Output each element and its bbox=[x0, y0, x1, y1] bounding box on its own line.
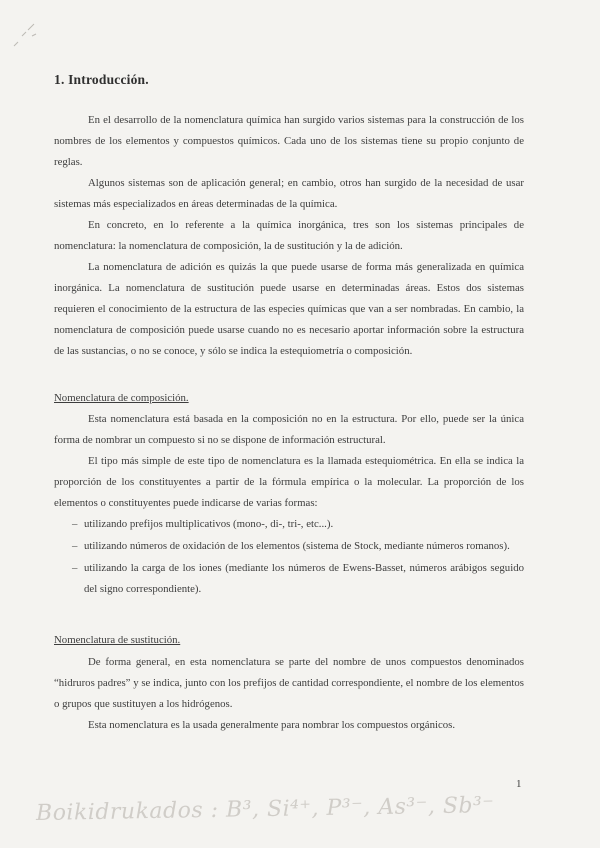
bullet-text: utilizando la carga de los iones (mediante los números de Ewens-Basset, números arábigos seguido del signo correspondiente). bbox=[84, 562, 524, 595]
bullet-text: utilizando números de oxidación de los elementos (sistema de Stock, mediante números romanos). bbox=[84, 540, 510, 552]
intro-paragraph-3: En concreto, en lo referente a la química inorgánica, tres son los sistemas principales de nomenclatura: la nomenclatura de composición, la de sustitución y la de adición. bbox=[54, 219, 524, 252]
intro-paragraph-1: En el desarrollo de la nomenclatura química han surgido varios sistemas para la construcción de los nombres de los elementos y compuestos químicos. Cada uno de los sistemas tiene su propio conjunto de reglas. bbox=[54, 114, 524, 168]
dash-icon: – bbox=[72, 540, 78, 552]
list-item bbox=[54, 514, 524, 535]
composition-bullet-list bbox=[54, 514, 524, 601]
substitution-paragraph-1: De forma general, en esta nomenclatura se parte del nombre de unos compuestos denominados “hidruros padres” y se indica, junto con los prefijos de cantidad correspondiente, el nombre de los elementos o grupos que sustituyen a los hidrógenos. bbox=[54, 656, 524, 710]
substitution-heading: Nomenclatura de sustitución. bbox=[54, 634, 181, 646]
substitution-paragraph-2: Esta nomenclatura es la usada generalmente para nombrar los compuestos orgánicos. bbox=[88, 719, 456, 731]
list-item bbox=[54, 558, 524, 600]
composition-heading: Nomenclatura de composición. bbox=[54, 392, 189, 404]
dash-icon: – bbox=[72, 518, 78, 530]
composition-paragraph-1: Esta nomenclatura está basada en la composición no en la estructura. Por ello, puede ser la única forma de nombrar un compuesto si no se dispone de información estructural. bbox=[54, 413, 524, 446]
dash-icon: – bbox=[72, 562, 78, 574]
bleed-through-handwriting: Boikidrukados : B³, Si⁴⁺, P³⁻, As³⁻, Sb³⁻ bbox=[35, 793, 495, 826]
list-item bbox=[54, 536, 524, 557]
page-title: 1. Introducción. bbox=[54, 72, 149, 87]
bullet-text: utilizando prefijos multiplicativos (mono-, di-, tri-, etc...). bbox=[84, 518, 334, 530]
intro-paragraph-4: La nomenclatura de adición es quizás la que puede usarse de forma más generalizada en química inorgánica. La nomenclatura de sustitución puede usarse en determinadas áreas. Estos dos sistemas requieren el conocimiento de la estructura de las especies químicas que van a ser nombradas. En cambio, la nomenclatura de composición puede usarse cuando no es necesario aportar información sobre la estructura de las sustancias, o no se conoce, y sólo se indica la estequiometría o composición. bbox=[54, 261, 524, 357]
intro-paragraph-2: Algunos sistemas son de aplicación general; en cambio, otros han surgido de la necesidad de usar sistemas más especializados en áreas determinadas de la química. bbox=[54, 177, 524, 210]
composition-paragraph-2: El tipo más simple de este tipo de nomenclatura es la llamada estequiométrica. En ella se indica la proporción de los constituyentes a partir de la fórmula empírica o la molecular. La proporción de los elementos o constituyentes puede indicarse de varias formas: bbox=[54, 455, 524, 509]
pencil-mark bbox=[8, 22, 48, 52]
page-number: 1 bbox=[516, 778, 522, 790]
